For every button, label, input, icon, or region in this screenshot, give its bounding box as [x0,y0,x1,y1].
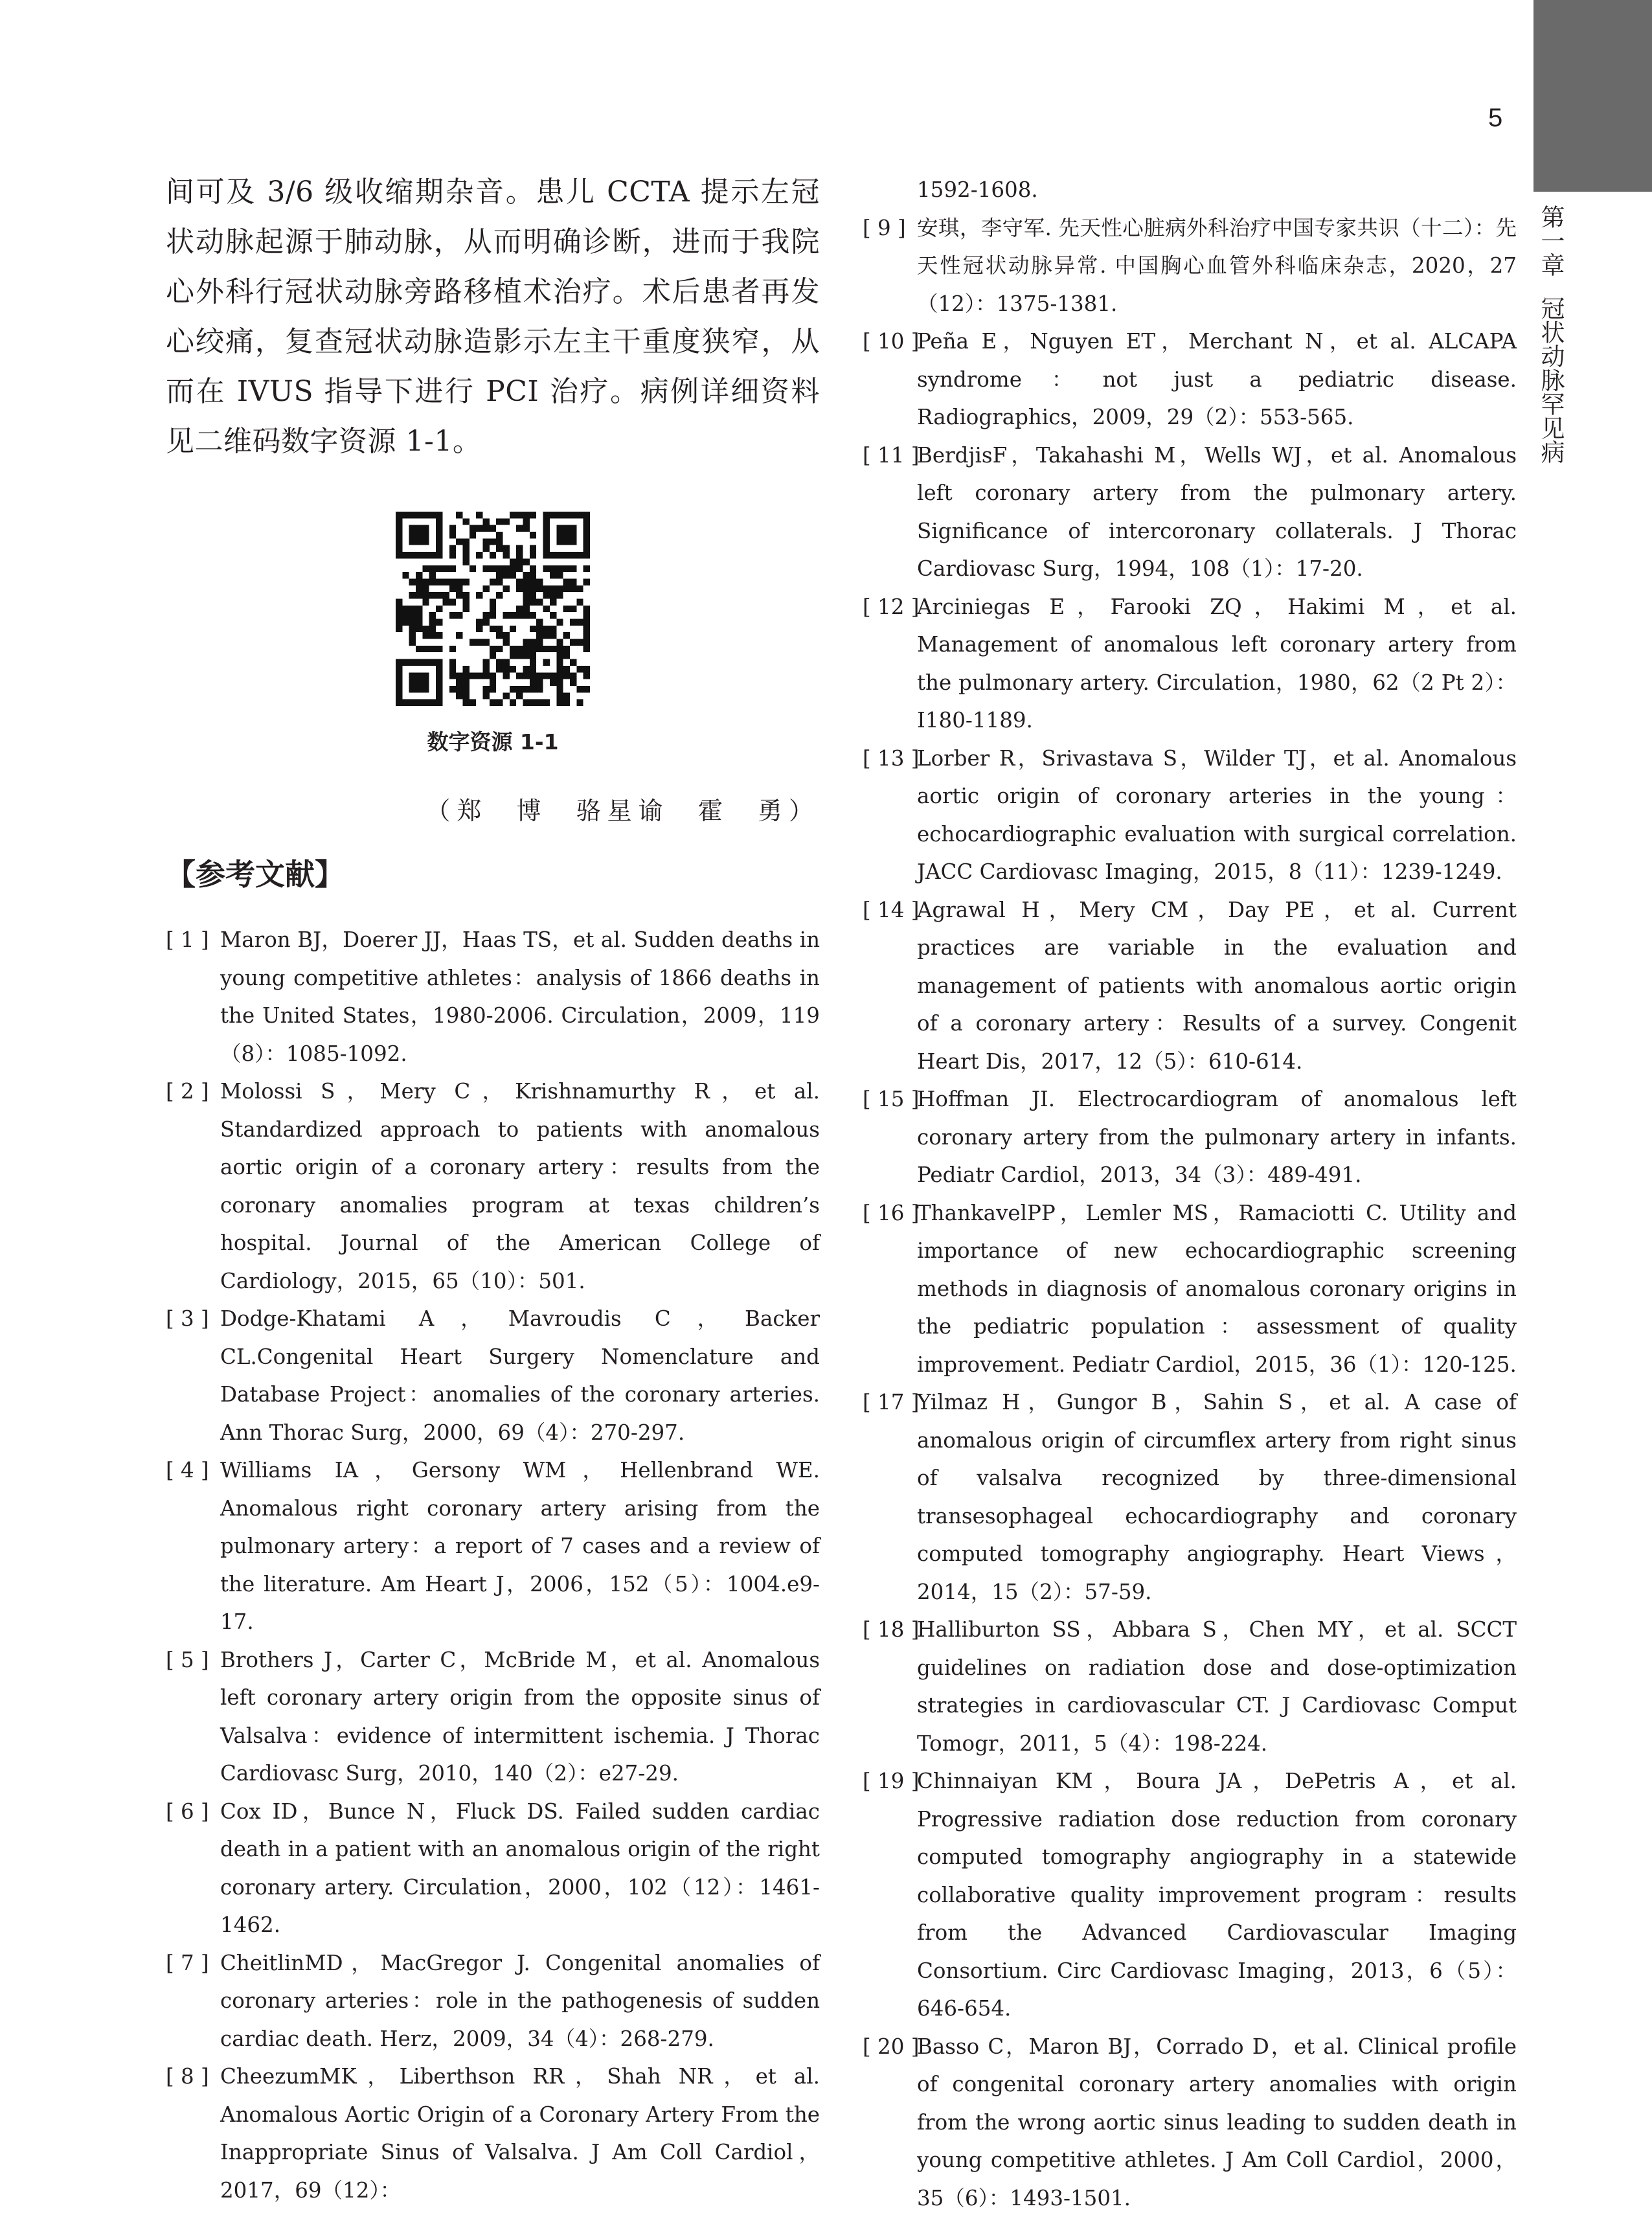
reference-text: Williams IA，Gersony WM，Hellenbrand WE. Anomalous right coronary artery arising from the pulmonary artery：a report of 7 cases and a review of the literature. Am Heart J，2006，152（5）：1004.e9-17. [220,1458,820,1634]
reference-text: 安琪，李守军. 先天性心脏病外科治疗中国专家共识（十二）：先天性冠状动脉异常. 中国胸心血管外科临床杂志，2020，27（12）：1375-1381. [917,215,1517,316]
reference-item [166,2058,820,2209]
reference-number: [ 15 ] [863,1087,920,1111]
reference-item [166,1073,820,1300]
reference-text: Cox ID，Bunce N，Fluck DS. Failed sudden cardiac death in a patient with an anomalous origin of the right coronary artery. Circulation，2000，102（12）：1461-1462. [220,1799,820,1937]
reference-item [166,1944,820,2058]
reference-text: Halliburton SS，Abbara S，Chen MY，et al. SCCT guidelines on radiation dose and dose-optimization strategies in cardiovascular CT. J Cardiovasc Comput Tomogr，2011，5（4）：198-224. [917,1617,1517,1756]
reference-text: Hoffman JI. Electrocardiogram of anomalous left coronary artery from the pulmonary artery in infants. Pediatr Cardiol，2013，34（3）：489-491. [917,1087,1517,1187]
reference-item [863,323,1517,437]
qr-code[interactable] [396,512,590,706]
reference-text: Molossi S，Mery C，Krishnamurthy R，et al. Standardized approach to patients with anomalous aortic origin of a coronary artery：results from the coronary anomalies program at texas children’s hospital. Journal of the American College of Cardiology，2015，65（10）：501. [220,1079,820,1293]
reference-item [166,1641,820,1793]
reference-item [863,1762,1517,2028]
reference-text: Maron BJ，Doerer JJ，Haas TS，et al. Sudden deaths in young competitive athletes：analysis of 1866 deaths in the United States，1980-2006. Circulation，2009，119（8）：1085-1092. [220,927,820,1066]
intro-paragraph: 间可及 3/6 级收缩期杂音。患儿 CCTA 提示左冠状动脉起源于肺动脉，从而明确诊断，进而于我院心外科行冠状动脉旁路移植术治疗。术后患者再发心绞痛，复查冠状动脉造影示左主干重度狭窄，从而在 IVUS 指导下进行 PCI 治疗。病例详细资料见二维码数字资源 1-1。 [166,176,820,458]
reference-item [863,1611,1517,1762]
reference-number: [ 9 ] [863,215,906,240]
reference-text: BerdjisF，Takahashi M，Wells WJ，et al. Anomalous left coronary artery from the pulmonary artery. Significance of intercoronary collaterals. J Thorac Cardiovasc Surg，1994，108（1）：17-20. [917,442,1517,581]
reference-text: Basso C，Maron BJ，Corrado D，et al. Clinical profile of congenital coronary artery anomalies with origin from the wrong aortic sinus leading to sudden death in young competitive athletes. J Am Coll Cardiol，2000，35（6）：1493-1501. [917,2034,1517,2210]
reference-number: [ 8 ] [166,2064,209,2089]
reference-text: Lorber R，Srivastava S，Wilder TJ，et al. Anomalous aortic origin of coronary arteries in the young：echocardiographic evaluation with surgical correlation. JACC Cardiovasc Imaging，2015，8（11）：1239-1249. [917,745,1517,884]
reference-number: [ 16 ] [863,1200,920,1225]
reference-item [863,740,1517,891]
reference-item [863,2028,1517,2218]
page-number: 5 [1488,104,1503,132]
right-column [863,171,1517,2217]
reference-number: [ 18 ] [863,1617,920,1642]
reference-number: [ 19 ] [863,1769,920,1793]
qr-code-image [396,512,590,706]
chapter-title: 冠状动脉罕见病 [1537,296,1565,464]
reference-number: [ 10 ] [863,329,920,354]
reference-item [863,209,1517,323]
reference-text: Arciniegas E，Farooki ZQ，Hakimi M，et al. Management of anomalous left coronary artery from the pulmonary artery. Circulation，1980，62（2 Pt 2）：I180-1189. [917,594,1517,733]
reference-number: [ 4 ] [166,1458,209,1482]
reference-text: Yilmaz H，Gungor B，Sahin S，et al. A case of anomalous origin of circumflex artery from right sinus of valsalva recognized by three-dimensional transesophageal echocardiography and coronary computed tomography angiography. Heart Views，2014，15（2）：57-59. [917,1390,1517,1604]
reference-number: [ 17 ] [863,1390,920,1414]
reference-number: [ 2 ] [166,1079,209,1104]
reference-number: [ 20 ] [863,2034,920,2059]
reference-item [863,588,1517,740]
reference-text: Peña E，Nguyen ET，Merchant N，et al. ALCAPA syndrome：not just a pediatric disease. Radiographics，2009，29（2）：553-565. [917,329,1517,429]
reference-text: Brothers J，Carter C，McBride M，et al. Anomalous left coronary artery origin from the opposite sinus of Valsalva：evidence of intermittent ischemia. J Thorac Cardiovasc Surg，2010，140（2）：e27-29. [220,1647,820,1786]
chapter-tab-block [1533,0,1652,192]
reference-text: ThankavelPP，Lemler MS，Ramaciotti C. Utility and importance of new echocardiographic screening methods in diagnosis of anomalous coronary origins in the pediatric population：assessment of quality improvement. Pediatr Cardiol，2015，36（1）：120-125. [917,1200,1517,1377]
chapter-side-label [1532,205,1568,464]
reference-item [166,1793,820,1944]
reference-continuation: 1592-1608. [917,177,1038,202]
reference-list-left [166,921,820,2209]
chapter-label: 第一章 [1537,205,1565,277]
reference-text: Chinnaiyan KM，Boura JA，DePetris A，et al. Progressive radiation dose reduction from coronary computed tomography angiography in a statewide collaborative quality improvement program：results from the Advanced Cardiovascular Imaging Consortium. Circ Cardiovasc Imaging，2013，6（5）：646-654. [917,1769,1517,2021]
reference-item [166,921,820,1073]
authors-line: （郑 博 骆星谕 霍 勇） [425,797,820,825]
reference-text: Dodge-Khatami A，Mavroudis C，Backer CL.Congenital Heart Surgery Nomenclature and Database Project：anomalies of the coronary arteries. Ann Thorac Surg，2000，69（4）：270-297. [220,1306,820,1445]
reference-text: CheezumMK，Liberthson RR，Shah NR，et al. Anomalous Aortic Origin of a Coronary Artery From the Inappropriate Sinus of Valsalva. J Am Coll Cardiol，2017，69（12）： [220,2064,820,2203]
reference-number: [ 5 ] [166,1647,209,1672]
reference-item [863,1080,1517,1194]
references-heading: 【参考文献】 [166,857,345,892]
reference-number: [ 6 ] [166,1799,209,1824]
reference-number: [ 7 ] [166,1950,209,1975]
reference-number: [ 14 ] [863,897,920,922]
reference-number: [ 3 ] [166,1306,209,1331]
reference-item [863,1194,1517,1384]
reference-text: CheitlinMD，MacGregor J. Congenital anomalies of coronary arteries：role in the pathogenesis of sudden cardiac death. Herz，2009，34（4）：268-279. [220,1950,820,2051]
reference-item [166,1300,820,1451]
reference-list-right [863,209,1517,2218]
reference-text: Agrawal H，Mery CM，Day PE，et al. Current practices are variable in the evaluation and management of patients with anomalous aortic origin of a coronary artery：Results of a survey. Congenit Heart Dis，2017，12（5）：610-614. [917,897,1517,1074]
qr-caption: 数字资源 1-1 [427,729,559,755]
reference-number: [ 11 ] [863,442,920,468]
reference-number: [ 1 ] [166,927,209,952]
left-column [166,167,820,2209]
reference-item [863,891,1517,1081]
reference-number: [ 13 ] [863,745,920,771]
reference-item [863,437,1517,588]
reference-item [166,1451,820,1641]
reference-item [863,1383,1517,1611]
reference-number: [ 12 ] [863,594,920,619]
